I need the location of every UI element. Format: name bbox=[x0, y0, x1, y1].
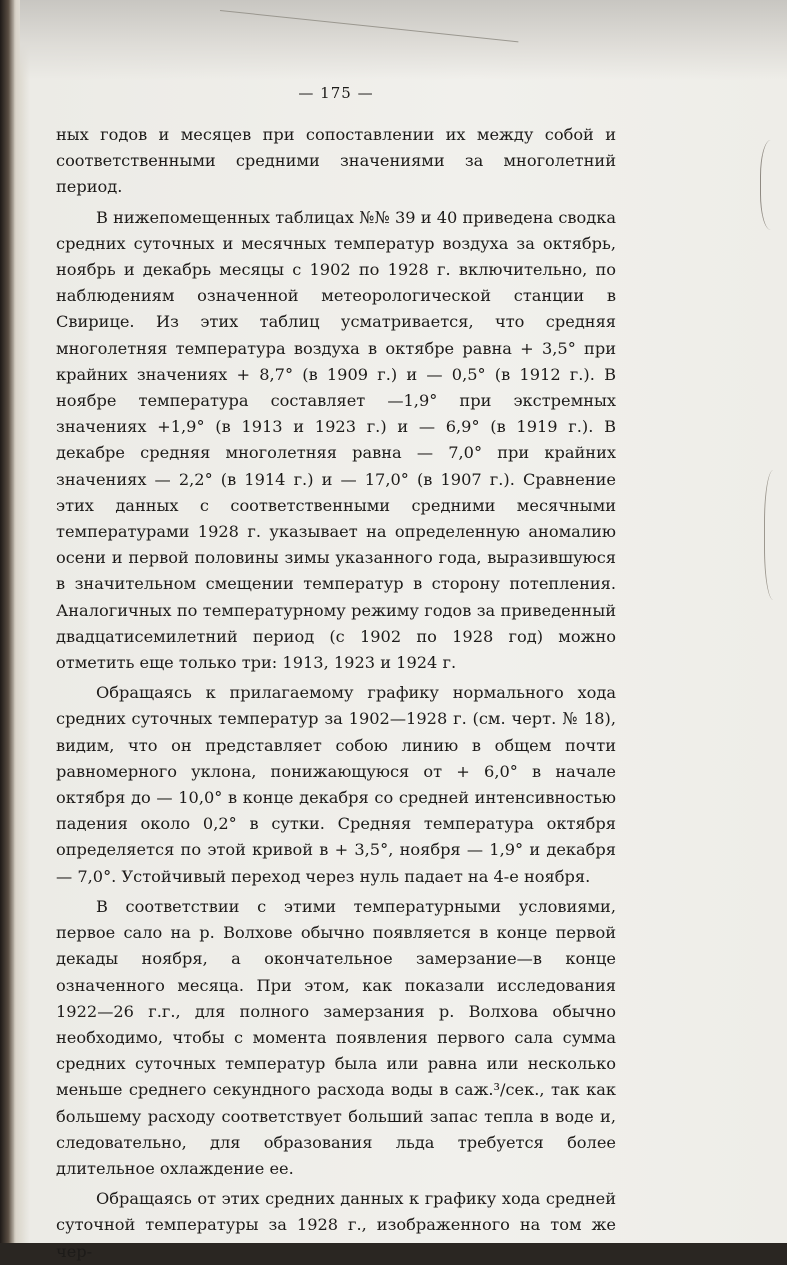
paragraph-continuation: ных годов и месяцев при сопоставлении их между собой и соответственными средними значениями за многолетний период. bbox=[56, 125, 616, 197]
page-number: — 175 — bbox=[298, 84, 374, 102]
paragraph-freezing-conditions: В соответствии с этими температурными условиями, первое сало на р. Волхове обычно появляется в конце первой декады ноября, а окончательное замерзание—в конце означенного месяца. При этом, как показали исследования 1922—26 г.г., для полного замерзания р. Волхова обычно необходимо, чтобы с момента появления первого сала сумма средних суточных температур была или равна или несколько меньше среднего секундного расхода воды в саж.³/сек., так как большему расходу соответствует больший запас тепла в воде и, следовательно, для образования льда требуется более длительное охлаждение ее. bbox=[56, 896, 616, 1178]
book-binding-edge bbox=[0, 0, 14, 1243]
paragraph-1928-graph: Обращаясь от этих средних данных к графику хода средней суточной температуры за 1928 г., изображенного на том же чер- bbox=[56, 1189, 616, 1261]
margin-mark bbox=[764, 470, 787, 600]
paragraph-temperature-summary: В нижепомещенных таблицах №№ 39 и 40 приведена сводка средних суточных и месячных температур воздуха за октябрь, ноябрь и декабрь месяцы с 1902 по 1928 г. включительно, по наблюдениям означенной метеорологической станции в Свирице. Из этих таблиц усматривается, что средняя многолетняя температура воздуха в октябре равна + 3,5° при крайних значениях + 8,7° (в 1909 г.) и — 0,5° (в 1912 г.). В ноябре температура составляет —1,9° при экстремных значениях +1,9° (в 1913 и 1923 г.) и — 6,9° (в 1919 г.). В декабре средняя многолетняя равна — 7,0° при крайних значениях — 2,2° (в 1914 г.) и — 17,0° (в 1907 г.). Сравнение этих данных с соответственными средними месячными температурами 1928 г. указывает на определенную аномалию осени и первой половины зимы указанного года, выразившуюся в значительном смещении температур в сторону потепления. Аналогичных по температурному режиму годов за приведенный двадцатисемилетний период (с 1902 по 1928 год) можно отметить еще только три: 1913, 1923 и 1924 г. bbox=[56, 207, 616, 673]
page-content bbox=[56, 84, 616, 1265]
tear-crease bbox=[220, 10, 518, 42]
margin-mark bbox=[760, 140, 787, 230]
paragraph-normal-temperature-graph: Обращаясь к прилагаемому графику нормального хода средних суточных температур за 1902—1928 г. (см. черт. № 18), видим, что он представляет собою линию в общем почти равномерного уклона, понижающуюся от + 6,0° в начале октября до — 10,0° в конце декабря со средней интенсивностью падения около 0,2° в сутки. Средняя температура октября определяется по этой кривой в + 3,5°, ноября — 1,9° и декабря — 7,0°. Устойчивый переход через нуль падает на 4-е ноября. bbox=[56, 683, 616, 886]
torn-top-edge bbox=[20, 0, 787, 80]
